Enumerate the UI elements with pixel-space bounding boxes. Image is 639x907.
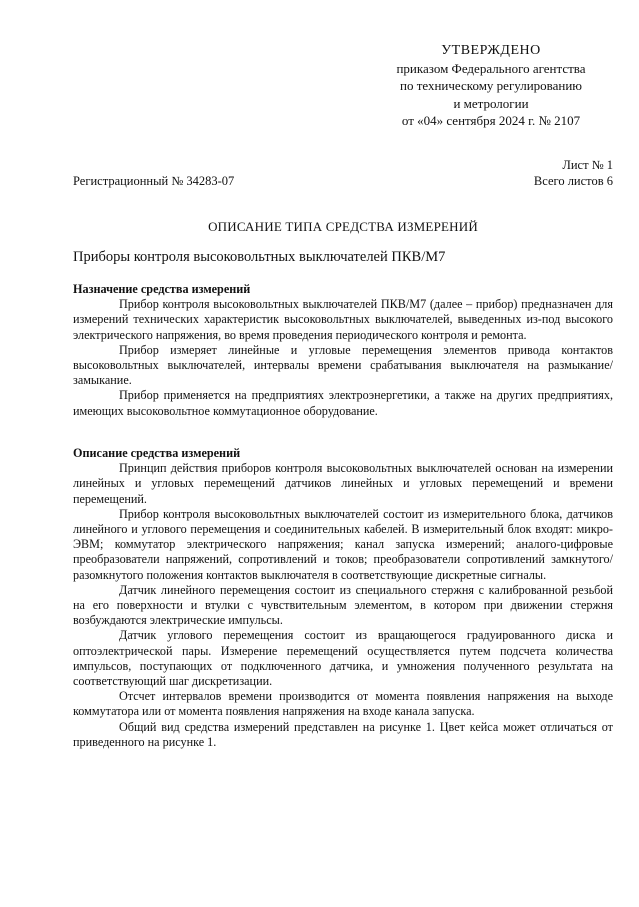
paragraph: Прибор применяется на предприятиях электроэнергетики, а также на других предприятиях, имеющих высоковольтное коммутационное оборудование. — [73, 388, 613, 418]
paragraph: Принцип действия приборов контроля высоковольтных выключателей основан на измерении линейных и угловых перемещений датчиков линейных и угловых перемещений и времени перемещений. — [73, 461, 613, 506]
paragraph: Прибор контроля высоковольтных выключателей состоит из измерительного блока, датчиков линейного и углового перемещения и соединительных кабелей. В измерительный блок входят: микро-ЭВМ; коммутатор электрического напряжения; канал запуска измерений; аналого-цифровые преобразователи напряжений, сопротивлений и токов; преобразователи сопротивлений замкнутого/разомкнутого положения контактов выключателя в соответствующие дискретные сигналы. — [73, 506, 613, 582]
section-heading: Описание средства измерений — [73, 446, 241, 460]
paragraph: Прибор измеряет линейные и угловые перемещения элементов привода контактов высоковольтных выключателей, интервалы времени срабатывания выключателя на размыкание/замыкание. — [73, 342, 613, 388]
registration-number: Регистрационный № 34283-07 — [73, 174, 235, 188]
paragraph: Прибор контроля высоковольтных выключателей ПКВ/М7 (далее – прибор) предназначен для измерений технических характеристик высоковольтных выключателей, выведенных из-под высокого электрического напряжения, во время проведения периодического контроля и ремонта. — [73, 297, 613, 342]
approval-line: от «04» сентября 2024 г. № 2107 — [401, 113, 581, 128]
device-name: Приборы контроля высоковольтных выключателей ПКВ/М7 — [73, 249, 446, 265]
paragraph: Датчик углового перемещения состоит из вращающегося градуированного диска и оптоэлектрической пары. Измерение перемещений осуществляется путем подсчета количества импульсов, поступающих от подключенного датчика, и умножения полученного результата на соответствующий шаг дискретизации. — [73, 628, 613, 689]
sheet-total: Всего листов 6 — [533, 174, 613, 188]
approval-line: и метрологии — [453, 95, 529, 111]
approval-line: приказом Федерального агентства — [396, 60, 586, 76]
paragraph: Общий вид средства измерений представлен на рисунке 1. Цвет кейса может отличаться от приведенного на рисунке 1. — [73, 719, 613, 749]
approval-block — [372, 42, 610, 130]
approval-title: УТВЕРЖДЕНО — [441, 43, 541, 58]
paragraph: Отсчет интервалов времени производится от момента появления напряжения на выходе коммутатора или от момента появления напряжения на входе канала запуска. — [73, 689, 613, 719]
paragraph: Датчик линейного перемещения состоит из специального стержня с калиброванной резьбой на его поверхности и втулки с чувствительным элементом, в котором при движении стержня возбуждаются электрические импульсы. — [73, 582, 613, 628]
document-title: ОПИСАНИЕ ТИПА СРЕДСТВА ИЗМЕРЕНИЙ — [208, 219, 478, 234]
section-heading: Назначение средства измерений — [73, 282, 251, 296]
sheet-number: Лист № 1 — [562, 158, 613, 172]
section-purpose — [73, 282, 613, 419]
sheet-info — [534, 157, 613, 189]
section-description — [73, 446, 613, 750]
approval-line: по техническому регулированию — [399, 78, 583, 93]
